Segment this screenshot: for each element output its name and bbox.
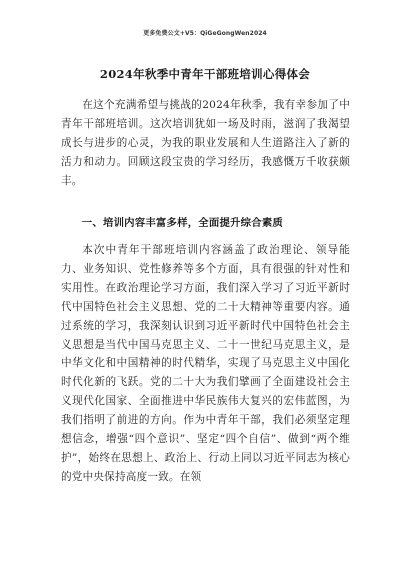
section-heading-1: 一、培训内容丰富多样，全面提升综合素质 <box>81 217 284 229</box>
section-1-body <box>61 241 350 487</box>
section-1-paragraph: 本次中青年干部班培训内容涵盖了政治理论、领导能力、业务知识、党性修养等多个方面，具有很强的针对性和实用性。在政治理论学习方面，我们深入学习了习近平新时代中国特色社会主义思想、党的二十大精神等重要内容。通过系统的学习，我深刻认识到习近平新时代中国特色社会主义思想是当代中国马克思主义、二十一世纪马克思主义，是中华文化和中国精神的时代精华，实现了马克思主义中国化时代化新的飞跃。党的二十大为我们擘画了全面建设社会主义现代化国家、全面推进中华民族伟大复兴的宏伟蓝图，为我们指明了前进的方向。作为中青年干部，我们必须坚定理想信念，增强“四个意识”、坚定“四个自信”、做到“两个维护”，始终在思想上、政治上、行动上同以习近平同志为核心的党中央保持高度一致。在领 <box>61 244 350 483</box>
document-title: 2024年秋季中青年干部班培训心得体会 <box>99 67 311 81</box>
header-note: 更多免费公文+V5：QiGeGongWen2024 <box>143 30 267 37</box>
intro-paragraph-block <box>61 96 350 191</box>
intro-paragraph: 在这个充满希望与挑战的2024年秋季，我有幸参加了中青年干部班培训。这次培训犹如一场及时雨，滋润了我渴望成长与进步的心灵，为我的职业发展和人生道路注入了新的活力和动力。回顾这段宝贵的学习经历，我感慨万千收获颇丰。 <box>61 99 350 187</box>
